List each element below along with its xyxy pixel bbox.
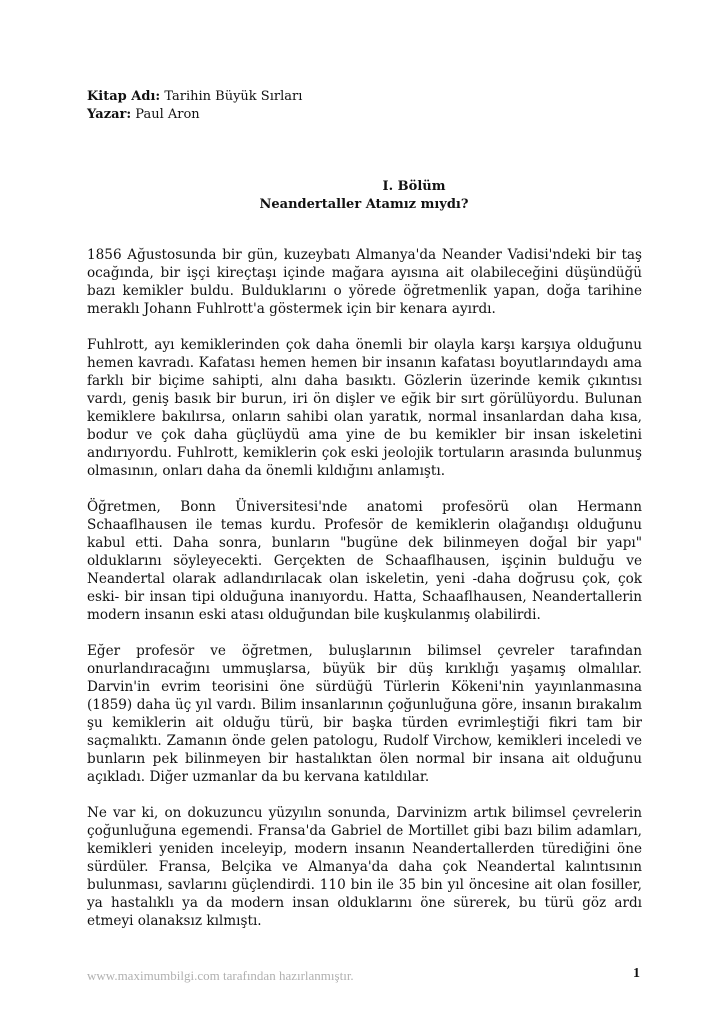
paragraph: Eğer profesör ve öğretmen, buluşlarının bilimsel çevreler tarafından onurlandıracağını ummuşlarsa, büyük bir düş kırıklığı yaşamış olmalılar. Darvin'in evrim teorisini öne sürdüğü Türlerin Kökeni'nin yayınlanmasına (1859) daha üç yıl vardı. Bilim insanlarının çoğunluğuna göre, insanın bırakalım şu kemiklerin ait olduğu türü, bir başka türden evrimleştiği fikri tam bir saçmalıktı. Zamanın önde gelen patologu, Rudolf Virchow, kemikleri inceledi ve bunların pek bilinmeyen bir hastalıktan ölen normal bir insana ait olduğunu açıkladı. Diğer uzmanlar da bu kervana katıldılar. [87,643,642,785]
page-number: 1 [633,966,640,981]
book-meta [87,88,302,124]
chapter-heading [87,178,641,214]
author-value: Paul Aron [131,107,200,122]
chapter-title: Neandertaller Atamız mıydı? [259,197,469,212]
book-title-label: Kitap Adı: [87,89,161,104]
book-title-value: Tarihin Büyük Sırları [160,89,303,104]
author-label: Yazar: [87,107,132,122]
footer-source: www.maximumbilgi.com tarafından hazırlanmıştır. [87,968,354,983]
body-text [87,246,642,948]
paragraph: Fuhlrott, ayı kemiklerinden çok daha önemli bir olayla karşı karşıya olduğunu hemen kavradı. Kafatası hemen hemen bir insanın kafatası boyutlarındaydı ama farklı bir biçime sahipti, alnı daha basıktı. Gözlerin üzerinde kemik çıkıntısı vardı, geniş basık bir burun, iri ön dişler ve eğik bir sırt görülüyordu. Bulunan kemiklere bakılırsa, onların sahibi olan yaratık, normal insanlardan daha kısa, bodur ve çok daha güçlüydü ama yine de bu kemikler bir insan iskeletini andırıyordu. Fuhlrott, kemiklerin çok eski jeolojik tortuların arasında bulunmuş olmasının, onları daha da önemli kıldığını anlamıştı. [87,337,642,479]
paragraph: Öğretmen, Bonn Üniversitesi'nde anatomi profesörü olan Hermann Schaaflhausen ile temas kurdu. Profesör de kemiklerin olağandışı olduğunu kabul etti. Daha sonra, bunların "bugüne dek bilinmeyen doğal bir yapı" olduklarını söyleyecekti. Gerçekten de Schaaflhausen, işçinin bulduğu ve Neandertal olarak adlandırılacak olan iskeletin, yeni -daha doğrusu çok, çok eski- bir insan tipi olduğuna inanıyordu. Hatta, Schaaflhausen, Neandertallerin modern insanın eski atası olduğundan bile kuşkulanmış olabilirdi. [87,499,642,623]
author-line [87,106,302,124]
book-title-line [87,88,302,106]
paragraph: 1856 Ağustosunda bir gün, kuzeybatı Almanya'da Neander Vadisi'ndeki bir taş ocağında, bir işçi kireçtaşı içinde mağara ayısına ait olabileceğini düşündüğü bazı kemikler buldu. Bulduklarını o yörede öğretmenlik yapan, doğa tarihine meraklı Johann Fuhlrott'a göstermek için bir kenara ayırdı. [87,247,642,317]
paragraph: Ne var ki, on dokuzuncu yüzyılın sonunda, Darvinizm artık bilimsel çevrelerin çoğunluğuna egemendi. Fransa'da Gabriel de Mortillet gibi bazı bilim adamları, kemikleri yeniden inceleyip, modern insanın Neandertallerden türediğini öne sürdüler. Fransa, Belçika ve Almanya'da daha çok Neandertal kalıntısının bulunması, savlarını güçlendirdi. 110 bin ile 35 bin yıl öncesine ait olan fosiller, ya hastalıklı ya da modern insan olduklarını öne sürerek, bu türü göz ardı etmeyi olanaksız kılmıştı. [87,805,642,929]
chapter-number: I. Bölüm [382,179,446,194]
